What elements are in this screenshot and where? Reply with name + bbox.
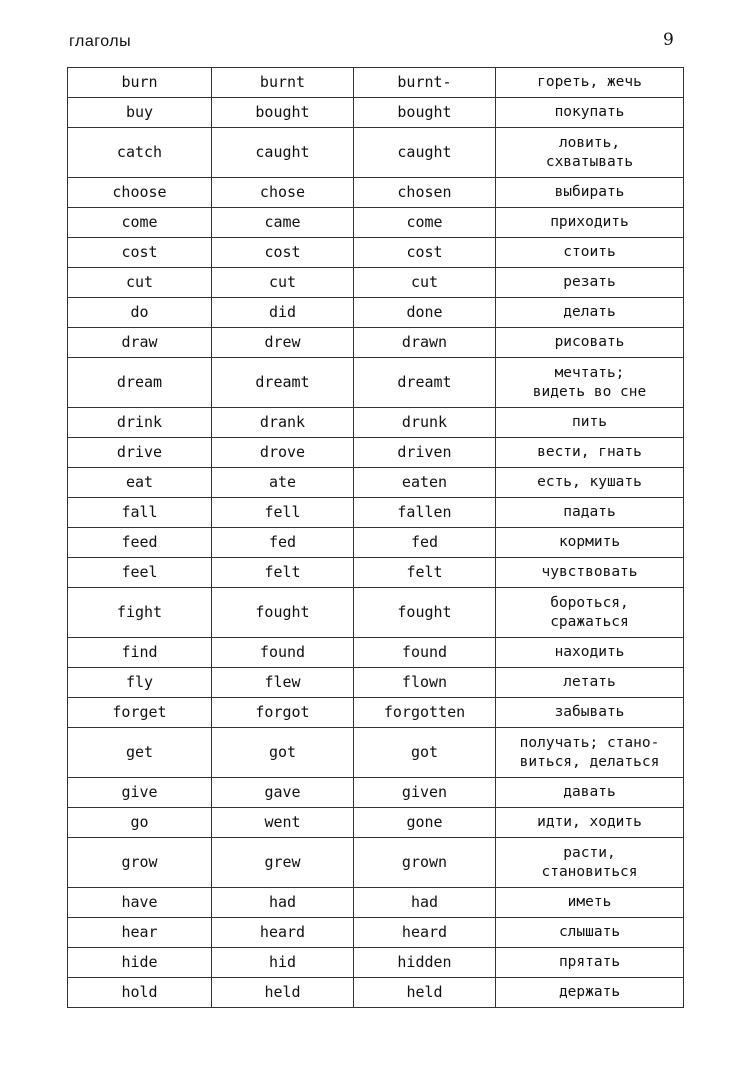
- verb-translation-cell: давать: [496, 778, 684, 808]
- verb-translation-cell: гореть, жечь: [496, 68, 684, 98]
- verb-base-form-cell: dream: [68, 358, 212, 408]
- verb-past-participle-cell: forgotten: [354, 698, 496, 728]
- verb-translation-cell: расти, становиться: [496, 838, 684, 888]
- verb-translation-cell: иметь: [496, 888, 684, 918]
- verb-translation-cell: стоить: [496, 238, 684, 268]
- verb-base-form-cell: have: [68, 888, 212, 918]
- verb-base-form-cell: feed: [68, 528, 212, 558]
- table-row: [68, 698, 684, 728]
- verb-translation-cell: идти, ходить: [496, 808, 684, 838]
- verb-base-form-cell: grow: [68, 838, 212, 888]
- table-row: [68, 528, 684, 558]
- table-row: [68, 358, 684, 408]
- verb-translation-cell: забывать: [496, 698, 684, 728]
- verb-translation-cell: держать: [496, 978, 684, 1008]
- table-row: [68, 438, 684, 468]
- verb-past-simple-cell: came: [212, 208, 354, 238]
- verb-translation-cell: ловить, схватывать: [496, 128, 684, 178]
- verb-past-participle-cell: cut: [354, 268, 496, 298]
- verb-translation-cell: резать: [496, 268, 684, 298]
- verb-base-form-cell: hide: [68, 948, 212, 978]
- irregular-verbs-table: [67, 67, 684, 1008]
- verb-past-simple-cell: grew: [212, 838, 354, 888]
- verb-past-participle-cell: got: [354, 728, 496, 778]
- verb-past-simple-cell: gave: [212, 778, 354, 808]
- verb-past-simple-cell: flew: [212, 668, 354, 698]
- verb-past-participle-cell: hidden: [354, 948, 496, 978]
- verb-past-participle-cell: grown: [354, 838, 496, 888]
- verb-translation-cell: летать: [496, 668, 684, 698]
- verb-base-form-cell: hear: [68, 918, 212, 948]
- verbs-table-body: [68, 68, 684, 1008]
- verb-past-simple-cell: ate: [212, 468, 354, 498]
- verb-base-form-cell: cost: [68, 238, 212, 268]
- verb-past-simple-cell: burnt: [212, 68, 354, 98]
- verb-translation-cell: покупать: [496, 98, 684, 128]
- verb-past-participle-cell: fallen: [354, 498, 496, 528]
- table-row: [68, 298, 684, 328]
- verb-translation-cell: приходить: [496, 208, 684, 238]
- table-row: [68, 328, 684, 358]
- table-row: [68, 668, 684, 698]
- verb-past-simple-cell: drove: [212, 438, 354, 468]
- verb-past-simple-cell: drank: [212, 408, 354, 438]
- verb-past-participle-cell: eaten: [354, 468, 496, 498]
- verb-translation-cell: слышать: [496, 918, 684, 948]
- verb-past-simple-cell: had: [212, 888, 354, 918]
- verb-past-participle-cell: bought: [354, 98, 496, 128]
- verb-translation-cell: вести, гнать: [496, 438, 684, 468]
- table-row: [68, 558, 684, 588]
- verb-translation-cell: находить: [496, 638, 684, 668]
- verb-past-simple-cell: bought: [212, 98, 354, 128]
- verb-translation-cell: прятать: [496, 948, 684, 978]
- verb-base-form-cell: get: [68, 728, 212, 778]
- verb-base-form-cell: buy: [68, 98, 212, 128]
- verb-past-participle-cell: burnt-: [354, 68, 496, 98]
- verb-base-form-cell: drive: [68, 438, 212, 468]
- verb-past-participle-cell: felt: [354, 558, 496, 588]
- section-title: глаголы: [69, 33, 132, 50]
- verb-past-participle-cell: done: [354, 298, 496, 328]
- verb-past-simple-cell: forgot: [212, 698, 354, 728]
- table-row: [68, 128, 684, 178]
- verb-past-simple-cell: cut: [212, 268, 354, 298]
- verb-base-form-cell: find: [68, 638, 212, 668]
- verb-past-participle-cell: fought: [354, 588, 496, 638]
- verb-past-simple-cell: fell: [212, 498, 354, 528]
- verb-past-simple-cell: fed: [212, 528, 354, 558]
- table-row: [68, 68, 684, 98]
- table-row: [68, 208, 684, 238]
- verb-past-participle-cell: heard: [354, 918, 496, 948]
- verb-past-participle-cell: gone: [354, 808, 496, 838]
- verb-base-form-cell: do: [68, 298, 212, 328]
- verb-base-form-cell: eat: [68, 468, 212, 498]
- verb-translation-cell: бороться, сражаться: [496, 588, 684, 638]
- page-number: 9: [663, 30, 674, 50]
- verb-past-participle-cell: come: [354, 208, 496, 238]
- table-row: [68, 178, 684, 208]
- verb-base-form-cell: feel: [68, 558, 212, 588]
- table-row: [68, 638, 684, 668]
- verb-base-form-cell: cut: [68, 268, 212, 298]
- verb-past-participle-cell: flown: [354, 668, 496, 698]
- verb-base-form-cell: give: [68, 778, 212, 808]
- verb-base-form-cell: come: [68, 208, 212, 238]
- table-row: [68, 948, 684, 978]
- table-row: [68, 918, 684, 948]
- verb-translation-cell: получать; стано- виться, делаться: [496, 728, 684, 778]
- verb-translation-cell: делать: [496, 298, 684, 328]
- table-row: [68, 838, 684, 888]
- verb-past-simple-cell: chose: [212, 178, 354, 208]
- verb-translation-cell: рисовать: [496, 328, 684, 358]
- verb-base-form-cell: hold: [68, 978, 212, 1008]
- verb-base-form-cell: choose: [68, 178, 212, 208]
- verb-past-simple-cell: dreamt: [212, 358, 354, 408]
- table-row: [68, 888, 684, 918]
- verb-past-participle-cell: drawn: [354, 328, 496, 358]
- verb-base-form-cell: fly: [68, 668, 212, 698]
- table-row: [68, 498, 684, 528]
- verb-past-participle-cell: had: [354, 888, 496, 918]
- table-row: [68, 808, 684, 838]
- verb-base-form-cell: draw: [68, 328, 212, 358]
- verb-past-participle-cell: chosen: [354, 178, 496, 208]
- verb-base-form-cell: fall: [68, 498, 212, 528]
- table-row: [68, 468, 684, 498]
- verb-past-simple-cell: fought: [212, 588, 354, 638]
- table-row: [68, 588, 684, 638]
- verb-base-form-cell: forget: [68, 698, 212, 728]
- verb-translation-cell: кормить: [496, 528, 684, 558]
- verb-past-simple-cell: cost: [212, 238, 354, 268]
- verb-past-simple-cell: held: [212, 978, 354, 1008]
- verb-past-simple-cell: drew: [212, 328, 354, 358]
- verb-base-form-cell: burn: [68, 68, 212, 98]
- verb-past-participle-cell: fed: [354, 528, 496, 558]
- verb-past-simple-cell: caught: [212, 128, 354, 178]
- verb-translation-cell: пить: [496, 408, 684, 438]
- verb-past-simple-cell: did: [212, 298, 354, 328]
- verb-past-participle-cell: found: [354, 638, 496, 668]
- table-row: [68, 778, 684, 808]
- verb-translation-cell: есть, кушать: [496, 468, 684, 498]
- verb-base-form-cell: catch: [68, 128, 212, 178]
- table-row: [68, 268, 684, 298]
- verb-base-form-cell: go: [68, 808, 212, 838]
- table-row: [68, 238, 684, 268]
- verb-translation-cell: выбирать: [496, 178, 684, 208]
- verb-past-participle-cell: held: [354, 978, 496, 1008]
- table-row: [68, 728, 684, 778]
- verb-past-simple-cell: felt: [212, 558, 354, 588]
- verb-base-form-cell: drink: [68, 408, 212, 438]
- verb-past-simple-cell: got: [212, 728, 354, 778]
- verb-past-participle-cell: caught: [354, 128, 496, 178]
- verb-past-simple-cell: found: [212, 638, 354, 668]
- verb-past-participle-cell: dreamt: [354, 358, 496, 408]
- verb-translation-cell: падать: [496, 498, 684, 528]
- verb-past-simple-cell: hid: [212, 948, 354, 978]
- verb-past-simple-cell: heard: [212, 918, 354, 948]
- table-row: [68, 408, 684, 438]
- verb-past-participle-cell: driven: [354, 438, 496, 468]
- verb-base-form-cell: fight: [68, 588, 212, 638]
- verb-past-participle-cell: drunk: [354, 408, 496, 438]
- table-row: [68, 978, 684, 1008]
- verb-past-participle-cell: given: [354, 778, 496, 808]
- verb-translation-cell: мечтать; видеть во сне: [496, 358, 684, 408]
- verb-translation-cell: чувствовать: [496, 558, 684, 588]
- verb-past-participle-cell: cost: [354, 238, 496, 268]
- verb-past-simple-cell: went: [212, 808, 354, 838]
- table-row: [68, 98, 684, 128]
